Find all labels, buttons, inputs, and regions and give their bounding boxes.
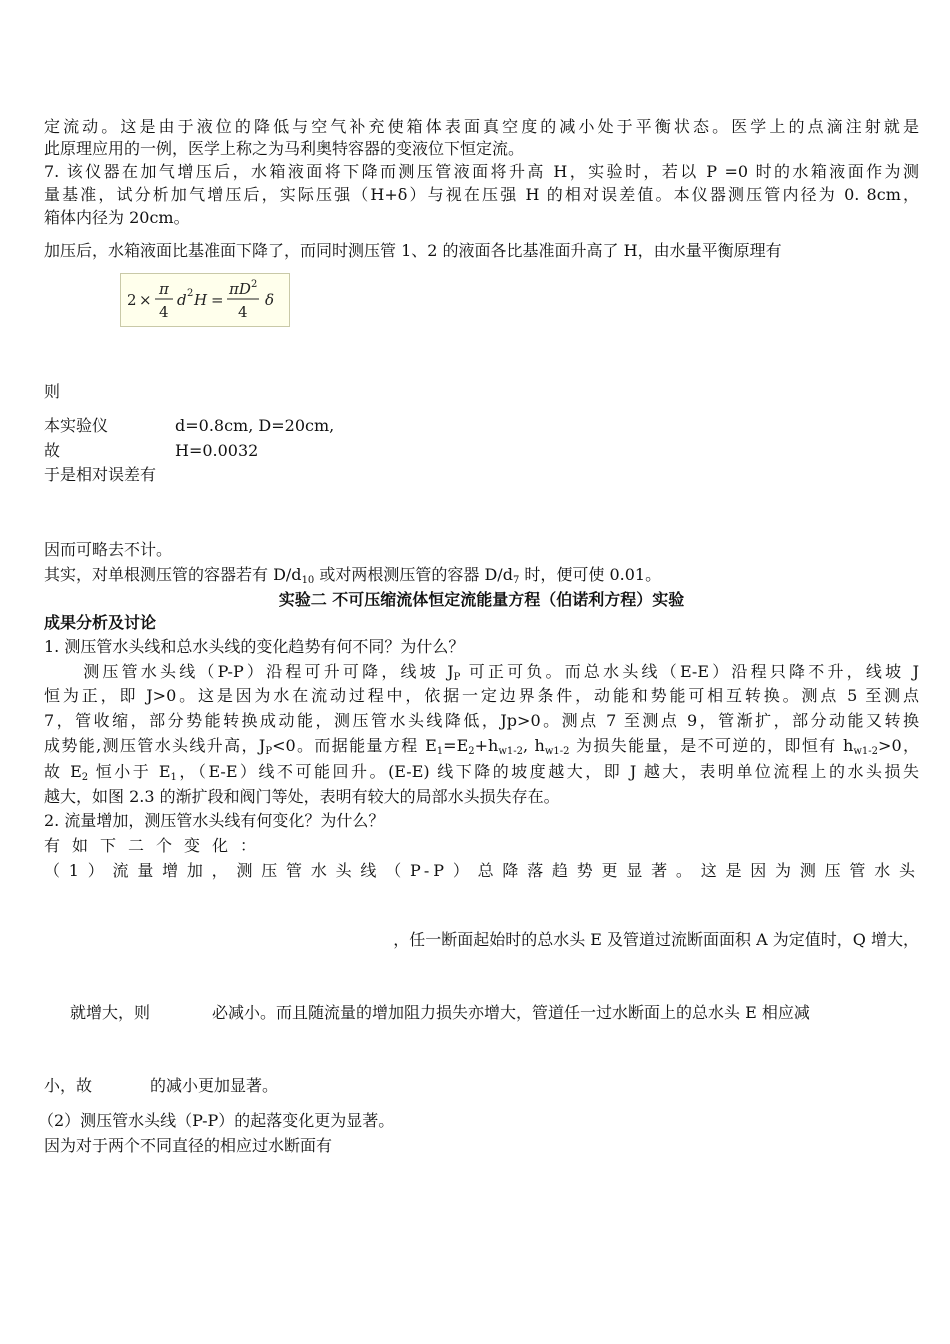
svg-text:2: 2 <box>251 279 258 290</box>
subscript: 7 <box>512 575 520 586</box>
text-span: =E <box>443 736 469 755</box>
text-span: 必减小。而且随流量的增加阻力损失亦增大，管道任一过水断面上的总水头 E 相应减 <box>212 1003 810 1022</box>
svg-text:=: = <box>211 291 224 309</box>
text-line: 箱体内径为 20cm。 <box>44 208 190 227</box>
text-line: 7，管收缩，部分势能转换成动能，测压管水头线降低，Jp>0。测点 7 至测点 9，管渐扩，部分动能又转换 <box>44 711 919 730</box>
text-span: 测压管水头线（P-P）沿程可升可降，线坡 J <box>80 662 454 681</box>
svg-text:d: d <box>177 291 187 309</box>
text-span: 小，故 <box>44 1076 93 1095</box>
text-line: 因为对于两个不同直径的相应过水断面有 <box>44 1136 333 1155</box>
text-line: （2）测压管水头线（P-P）的起落变化更为显著。 <box>38 1111 395 1130</box>
text-line: 越大，如图 2.3 的渐扩段和阀门等处，表明有较大的局部水头损失存在。 <box>44 787 560 806</box>
subscript: P <box>265 746 273 757</box>
question-2: 2. 流量增加，测压管水头线有何变化？为什么？ <box>44 811 385 830</box>
subscript: w1-2 <box>544 746 570 757</box>
subscript: 2 <box>468 746 475 757</box>
text-line: 于是相对误差有 <box>44 465 157 484</box>
subscript: w1-2 <box>853 746 879 757</box>
svg-text:π: π <box>159 280 169 298</box>
text-line: （1）流量增加，测压管水头线（P-P）总降落趋势更显著。这是因为测压管水头 <box>44 861 919 880</box>
svg-text:H: H <box>194 291 208 309</box>
text-line <box>44 415 919 437</box>
text-line: 量基准，试分析加气增压后，实际压强（H+δ）与视在压强 H 的相对误差值。本仪器测压管内径为 0. 8cm， <box>44 185 919 204</box>
subscript: 1 <box>170 772 177 783</box>
svg-text:δ: δ <box>265 291 275 309</box>
text-span: +h <box>474 736 499 755</box>
text-line: 因而可略去不计。 <box>44 540 173 559</box>
text-line: 则 <box>44 382 61 401</box>
subscript: P <box>453 672 461 683</box>
text-span: >0， <box>878 736 919 755</box>
text-span: 其实，对单根测压管的容器若有 D/d <box>44 565 302 584</box>
text-line <box>44 761 919 783</box>
svg-text:2: 2 <box>187 288 194 299</box>
text-line: 定流动。这是由于液位的降低与空气补充使箱体表面真空度的减小处于平衡状态。医学上的点滴注射就是 <box>44 117 919 136</box>
text-line: 7. 该仪器在加气增压后，水箱液面将下降而测压管液面将升高 H，实验时，若以 P =0 时的水箱液面作为测 <box>44 162 919 181</box>
text-span: ，（E-E）线不可能回升。(E-E) 线下降的坡度越大，即 J 越大，表明单位流程上的水头损失 <box>176 762 919 781</box>
equation-image <box>120 273 290 327</box>
label-instrument: 本实验仪 <box>44 416 109 435</box>
text-line <box>70 1002 919 1024</box>
text-line: 此原理应用的一例，医学上称之为马利奥特容器的变液位下恒定流。 <box>44 139 525 158</box>
svg-text:4: 4 <box>238 303 248 321</box>
text-span: 恒小于 E <box>88 762 171 781</box>
text-line <box>44 440 919 462</box>
text-line: 有如下二个变化： <box>44 836 269 855</box>
text-span: 为损失能量，是不可逆的，即恒有 h <box>569 736 854 755</box>
text-line: ，任一断面起始时的总水头 E 及管道过流断面面积 A 为定值时，Q 增大， <box>393 930 919 949</box>
question-1: 1. 测压管水头线和总水头线的变化趋势有何不同？为什么？ <box>44 637 465 656</box>
value-dimensions: d=0.8cm, D=20cm, <box>175 416 335 435</box>
label-therefore: 故 <box>44 441 61 460</box>
text-line <box>44 564 919 586</box>
svg-text:×: × <box>139 291 152 309</box>
subscript: 2 <box>81 772 89 783</box>
text-span: 故 E <box>44 762 82 781</box>
text-span: 的减小更加显著。 <box>150 1076 279 1095</box>
text-span: 成势能,测压管水头线升高，J <box>44 736 266 755</box>
text-span: <0。而据能量方程 E <box>272 736 437 755</box>
text-span: 就增大，则 <box>70 1003 151 1022</box>
experiment-title: 实验二 不可压缩流体恒定流能量方程（伯诺利方程）实验 <box>278 590 685 609</box>
text-span: 或对两根测压管的容器 D/d <box>314 565 513 584</box>
text-span: 时，便可使 0.01。 <box>519 565 662 584</box>
value-h: H=0.0032 <box>175 441 259 460</box>
text-line: 恒为正，即 J>0。这是因为水在流动过程中，依据一定边界条件，动能和势能可相互转换。测点 5 至测点 <box>44 686 919 705</box>
svg-text:πD: πD <box>229 280 251 298</box>
text-line <box>44 661 919 683</box>
text-span: 可正可负。而总水头线（E-E）沿程只降不升，线坡 J <box>460 662 919 681</box>
water-balance-equation <box>121 274 289 326</box>
subscript: w1-2 <box>498 746 524 757</box>
svg-text:2: 2 <box>127 291 137 309</box>
text-line: 加压后，水箱液面比基准面下降了，而同时测压管 1、2 的液面各比基准面升高了 H，由水量平衡原理有 <box>44 241 782 260</box>
text-line <box>44 1075 919 1097</box>
subscript: 10 <box>301 575 315 586</box>
subscript: 1 <box>436 746 444 757</box>
text-span: , h <box>523 736 545 755</box>
svg-text:4: 4 <box>159 303 169 321</box>
text-line <box>44 735 919 757</box>
section-heading: 成果分析及讨论 <box>44 613 157 632</box>
